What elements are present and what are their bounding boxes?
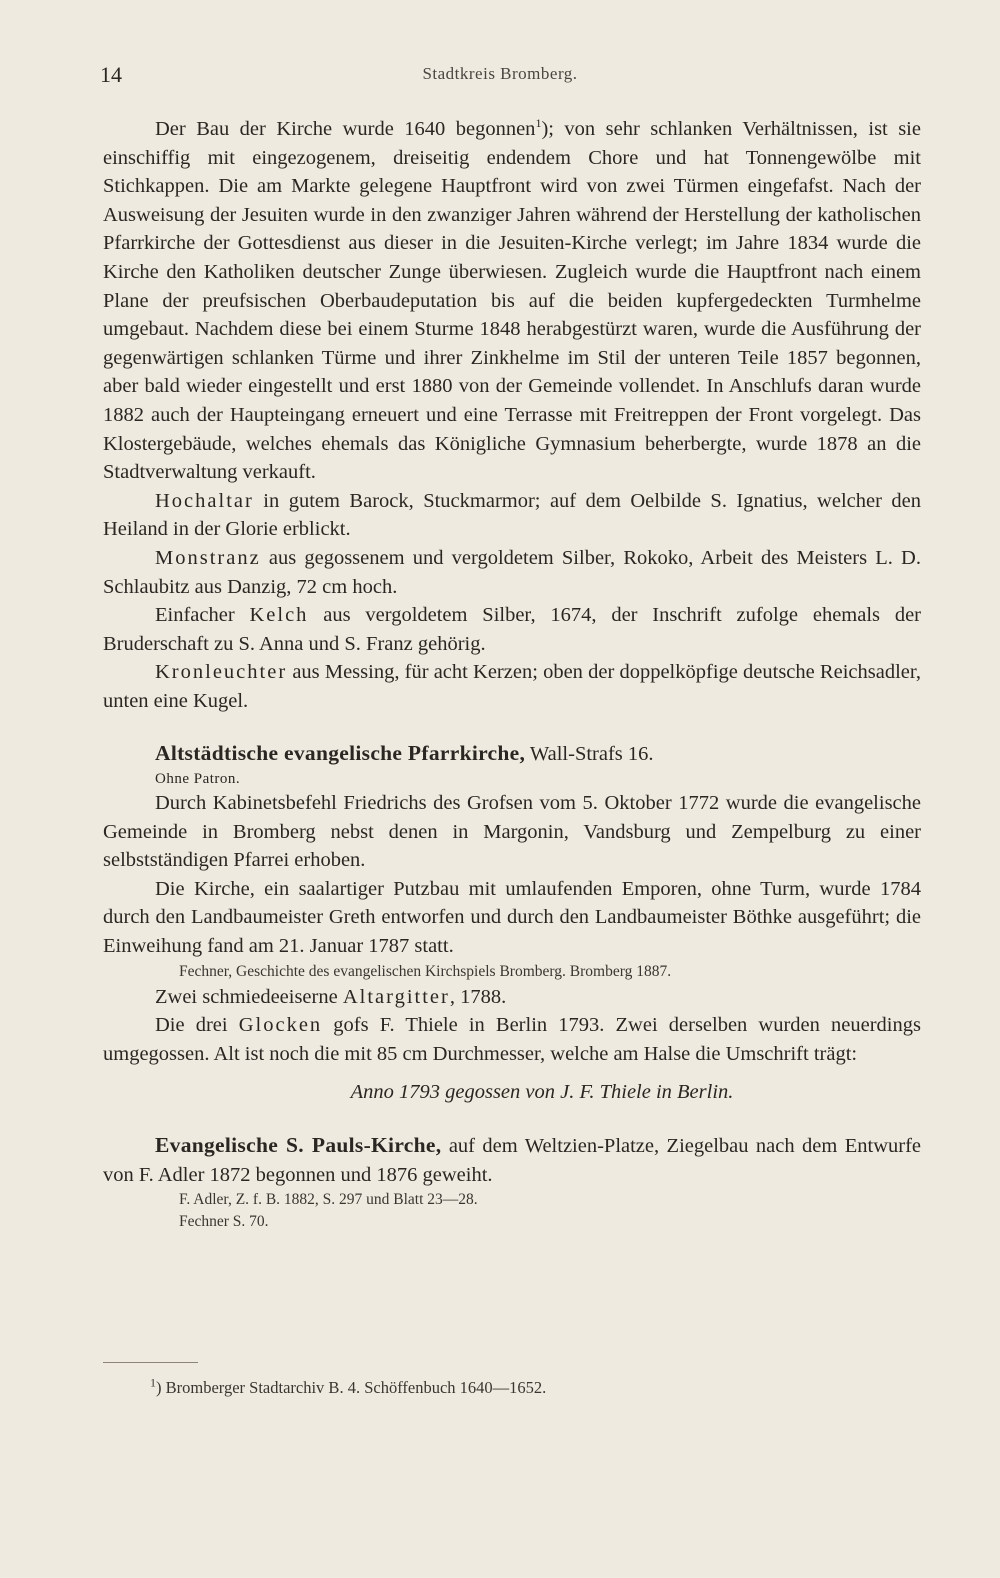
term: Kelch [249, 604, 309, 627]
paragraph-text: Zwei schmiedeeiserne [155, 985, 343, 1008]
paragraph-founding: Durch Kabinetsbefehl Friedrichs des Grofsen vom 5. Oktober 1772 wurde die evangelische Gemeinde in Bromberg nebst denen in Margonin, Vandsburg und Zempelburg zu einer selbstständigen Pfarrei erhoben. [103, 792, 921, 872]
paragraph-building: Die Kirche, ein saalartiger Putzbau mit umlaufenden Emporen, ohne Turm, wurde 1784 durch den Landbaumeister Greth entworfen und durch den Landbaumeister Böthke ausgeführt; die Einweihung fand am 21. Januar 1787 statt. [103, 877, 921, 958]
term: Hochaltar [155, 489, 254, 512]
main-text [103, 115, 921, 1233]
term: Kronleuchter [155, 661, 288, 684]
bibliography-ref: Fechner, Geschichte des evangelischen Kirchspiels Bromberg. Bromberg 1887. [179, 962, 672, 980]
paragraph-hochaltar [103, 487, 921, 544]
running-head: Stadtkreis Bromberg. [422, 64, 578, 83]
page-number: 14 [100, 62, 122, 87]
section-heading-pauls-kirche [103, 1131, 921, 1189]
paragraph-text: Einfacher [155, 604, 250, 627]
heading-address: Wall-Strafs 16. [525, 743, 654, 766]
paragraph-text: aus gegossenem und vergoldetem Silber, Rokoko, Arbeit des Meisters L. D. Schlaubitz aus Danzig, 72 cm hoch. [103, 546, 921, 598]
paragraph-glocken [103, 1011, 921, 1068]
paragraph-kelch [103, 601, 921, 658]
paragraph-text: , 1788. [449, 985, 507, 1008]
paragraph-altargitter [103, 983, 921, 1012]
footnote-divider [103, 1362, 198, 1363]
term: Altargitter [342, 985, 450, 1008]
term: Monstranz [155, 546, 261, 569]
term: Glocken [238, 1014, 323, 1037]
paragraph-text: in gutem Barock, Stuckmarmor; auf dem Oelbilde S. Ignatius, welcher den Heiland in der Glorie erblickt. [103, 489, 921, 541]
paragraph-history [103, 115, 921, 487]
footnote-ref: 1 [535, 116, 542, 131]
footnote-text: ) Bromberger Stadtarchiv B. 4. Schöffenbuch 1640—1652. [156, 1378, 547, 1397]
heading-title: Evangelische S. Pauls-Kirche, [155, 1133, 442, 1157]
paragraph-text: aus Messing, für acht Kerzen; oben der doppelköpfige deutsche Reichsadler, unten eine Kugel. [103, 661, 921, 712]
bibliography-ref: Fechner S. 70. [179, 1213, 269, 1231]
paragraph-text: Der Bau der Kirche wurde 1640 begonnen [155, 118, 536, 140]
section-heading-altstaedtische [103, 739, 921, 769]
paragraph-kronleuchter [103, 658, 921, 715]
bibliography-ref: F. Adler, Z. f. B. 1882, S. 297 und Blatt 23—28. [179, 1191, 478, 1209]
patron-note: Ohne Patron. [155, 771, 241, 788]
paragraph-monstranz [103, 544, 921, 601]
paragraph-text: Die drei [155, 1014, 239, 1037]
footnote-marker: 1 [150, 1375, 156, 1390]
paragraph-text: auf dem Weltzien-Platze, Ziegelbau nach dem Entwurfe von F. Adler 1872 begonnen und 1876 geweiht. [103, 1135, 921, 1186]
paragraph-text: gofs F. Thiele in Berlin 1793. Zwei derselben wurden neuerdings umgegossen. Alt ist noch die mit 85 cm Durchmesser, welche am Halse die Umschrift trägt: [103, 1014, 921, 1065]
paragraph-text: aus vergoldetem Silber, 1674, der Inschrift zufolge ehemals der Bruderschaft zu S. Anna und S. Franz gehörig. [103, 604, 921, 655]
page-header [0, 62, 1000, 94]
heading-title: Altstädtische evangelische Pfarrkirche, [155, 741, 526, 766]
paragraph-text: ); von sehr schlanken Verhältnissen, ist sie einschiffig mit eingezogenem, dreiseitig endendem Chore und hat Tonnengewölbe mit Stichkappen. Die am Markte gelegene Hauptfront wird von zwei Türmen eingefafst. Nach der Ausweisung der Jesuiten wurde in den zwanziger Jahren während der Herstellung der katholischen Pfarrkirche der Gottesdienst aus dieser in die Jesuiten-Kirche verlegt; im Jahre 1834 wurde die Kirche den Katholiken deutscher Zunge überwiesen. Zugleich wurde die Hauptfront nach einem Plane der preufsischen Oberbaudeputation bis auf die beiden kupfergedeckten Turmhelme umgebaut. Nachdem diese bei einem Sturme 1848 herabgestürzt waren, wurde die Ausführung der gegenwärtigen schlanken Türme und ihrer Zinkhelme im Stil der unteren Teile 1857 begonnen, aber bald wieder eingestellt und erst 1880 von der Gemeinde vollendet. In Anschlufs daran wurde 1882 auch der Haupteingang erneuert und eine Terrasse mit Freitreppen der Front vorgelegt. Das Klostergebäude, welches ehemals das Königliche Gymnasium beherbergte, wurde 1878 an die Stadtverwaltung verkauft. [103, 118, 921, 484]
footnote [150, 1375, 547, 1398]
bell-inscription: Anno 1793 gegossen von J. F. Thiele in Berlin. [350, 1081, 734, 1104]
